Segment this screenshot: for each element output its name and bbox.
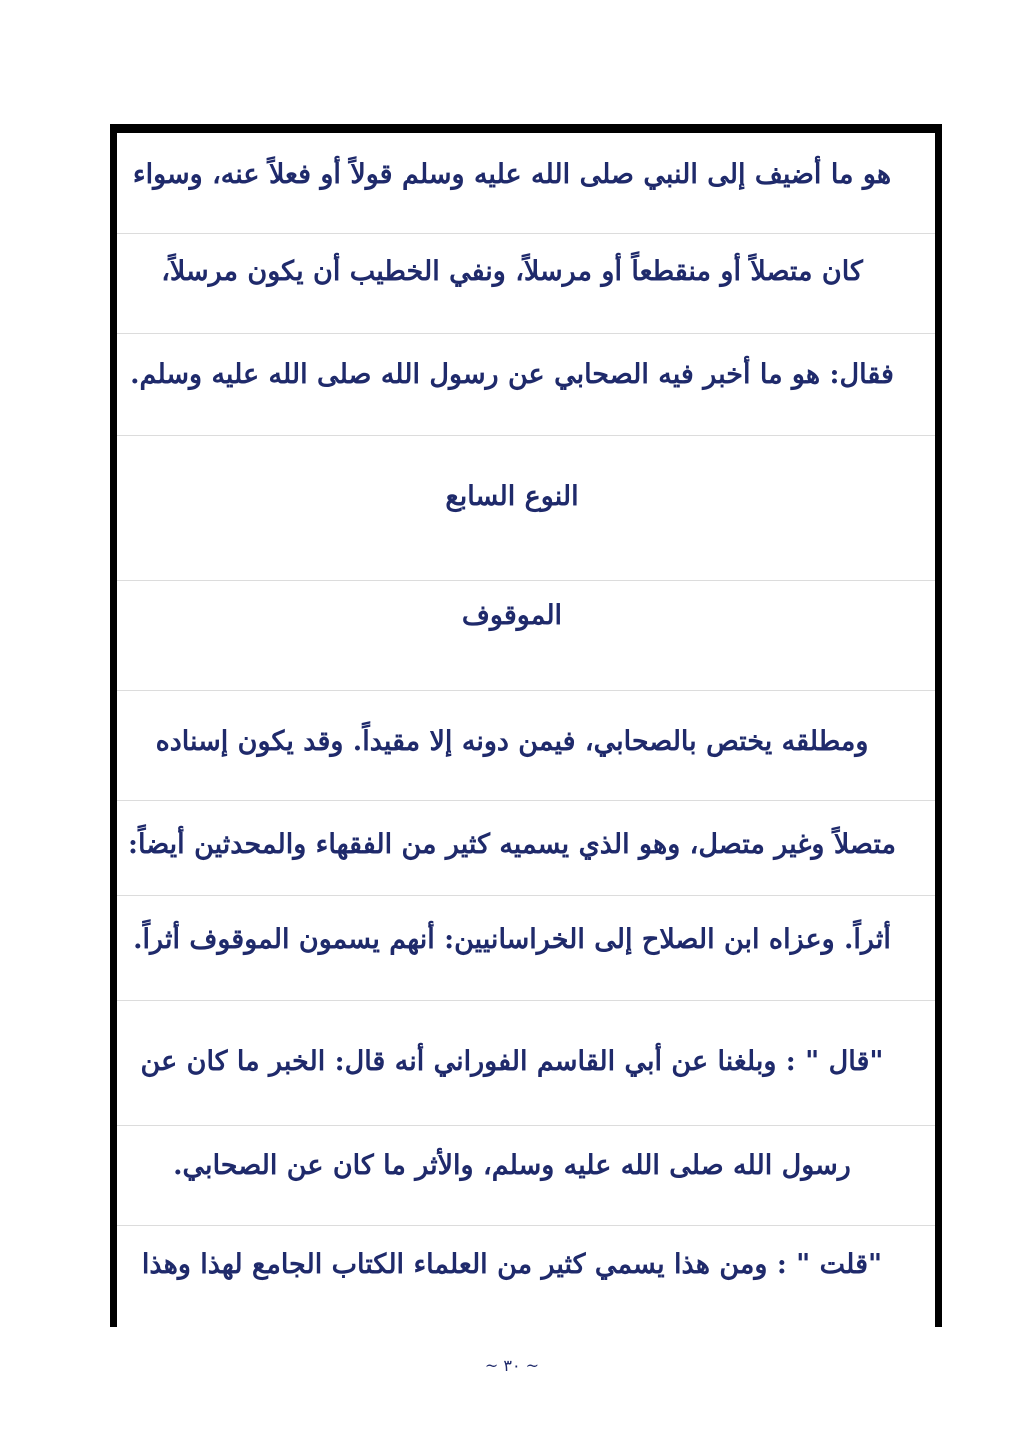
line-separator [117,580,935,581]
text-line-7: "قال " : وبلغنا عن أبي القاسم الفوراني أنه قال: الخبر ما كان عن [140,1046,884,1077]
text-line-1: هو ما أضيف إلى النبي صلى الله عليه وسلم قولاً أو فعلاً عنه، وسواء [132,159,892,190]
line-separator [117,333,935,334]
text-line-9: "قلت " : ومن هذا يسمي كثير من العلماء الكتاب الجامع لهذا وهذا [141,1249,883,1280]
text-line-8: رسول الله صلى الله عليه وسلم، والأثر ما كان عن الصحابي. [173,1150,851,1181]
text-line-3: فقال: هو ما أخبر فيه الصحابي عن رسول الله صلى الله عليه وسلم. [130,359,894,390]
section-heading: النوع السابع [445,481,579,512]
text-line-2: كان متصلاً أو منقطعاً أو مرسلاً، ونفي الخطيب أن يكون مرسلاً، [161,256,863,287]
line-separator [117,1125,935,1126]
text-line-6: أثراً. وعزاه ابن الصلاح إلى الخراسانيين: أنهم يسمون الموقوف أثراً. [133,924,891,955]
page-number: ~ ٣٠ ~ [484,1356,540,1375]
line-separator [117,800,935,801]
text-line-4: ومطلقه يختص بالصحابي، فيمن دونه إلا مقيداً. وقد يكون إسناده [155,726,869,757]
line-separator [117,435,935,436]
section-subheading: الموقوف [461,600,563,631]
line-separator [117,233,935,234]
text-line-5: متصلاً وغير متصل، وهو الذي يسميه كثير من الفقهاء والمحدثين أيضاً: [128,829,896,860]
line-separator [117,895,935,896]
line-separator [117,1000,935,1001]
line-separator [117,1225,935,1226]
line-separator [117,690,935,691]
